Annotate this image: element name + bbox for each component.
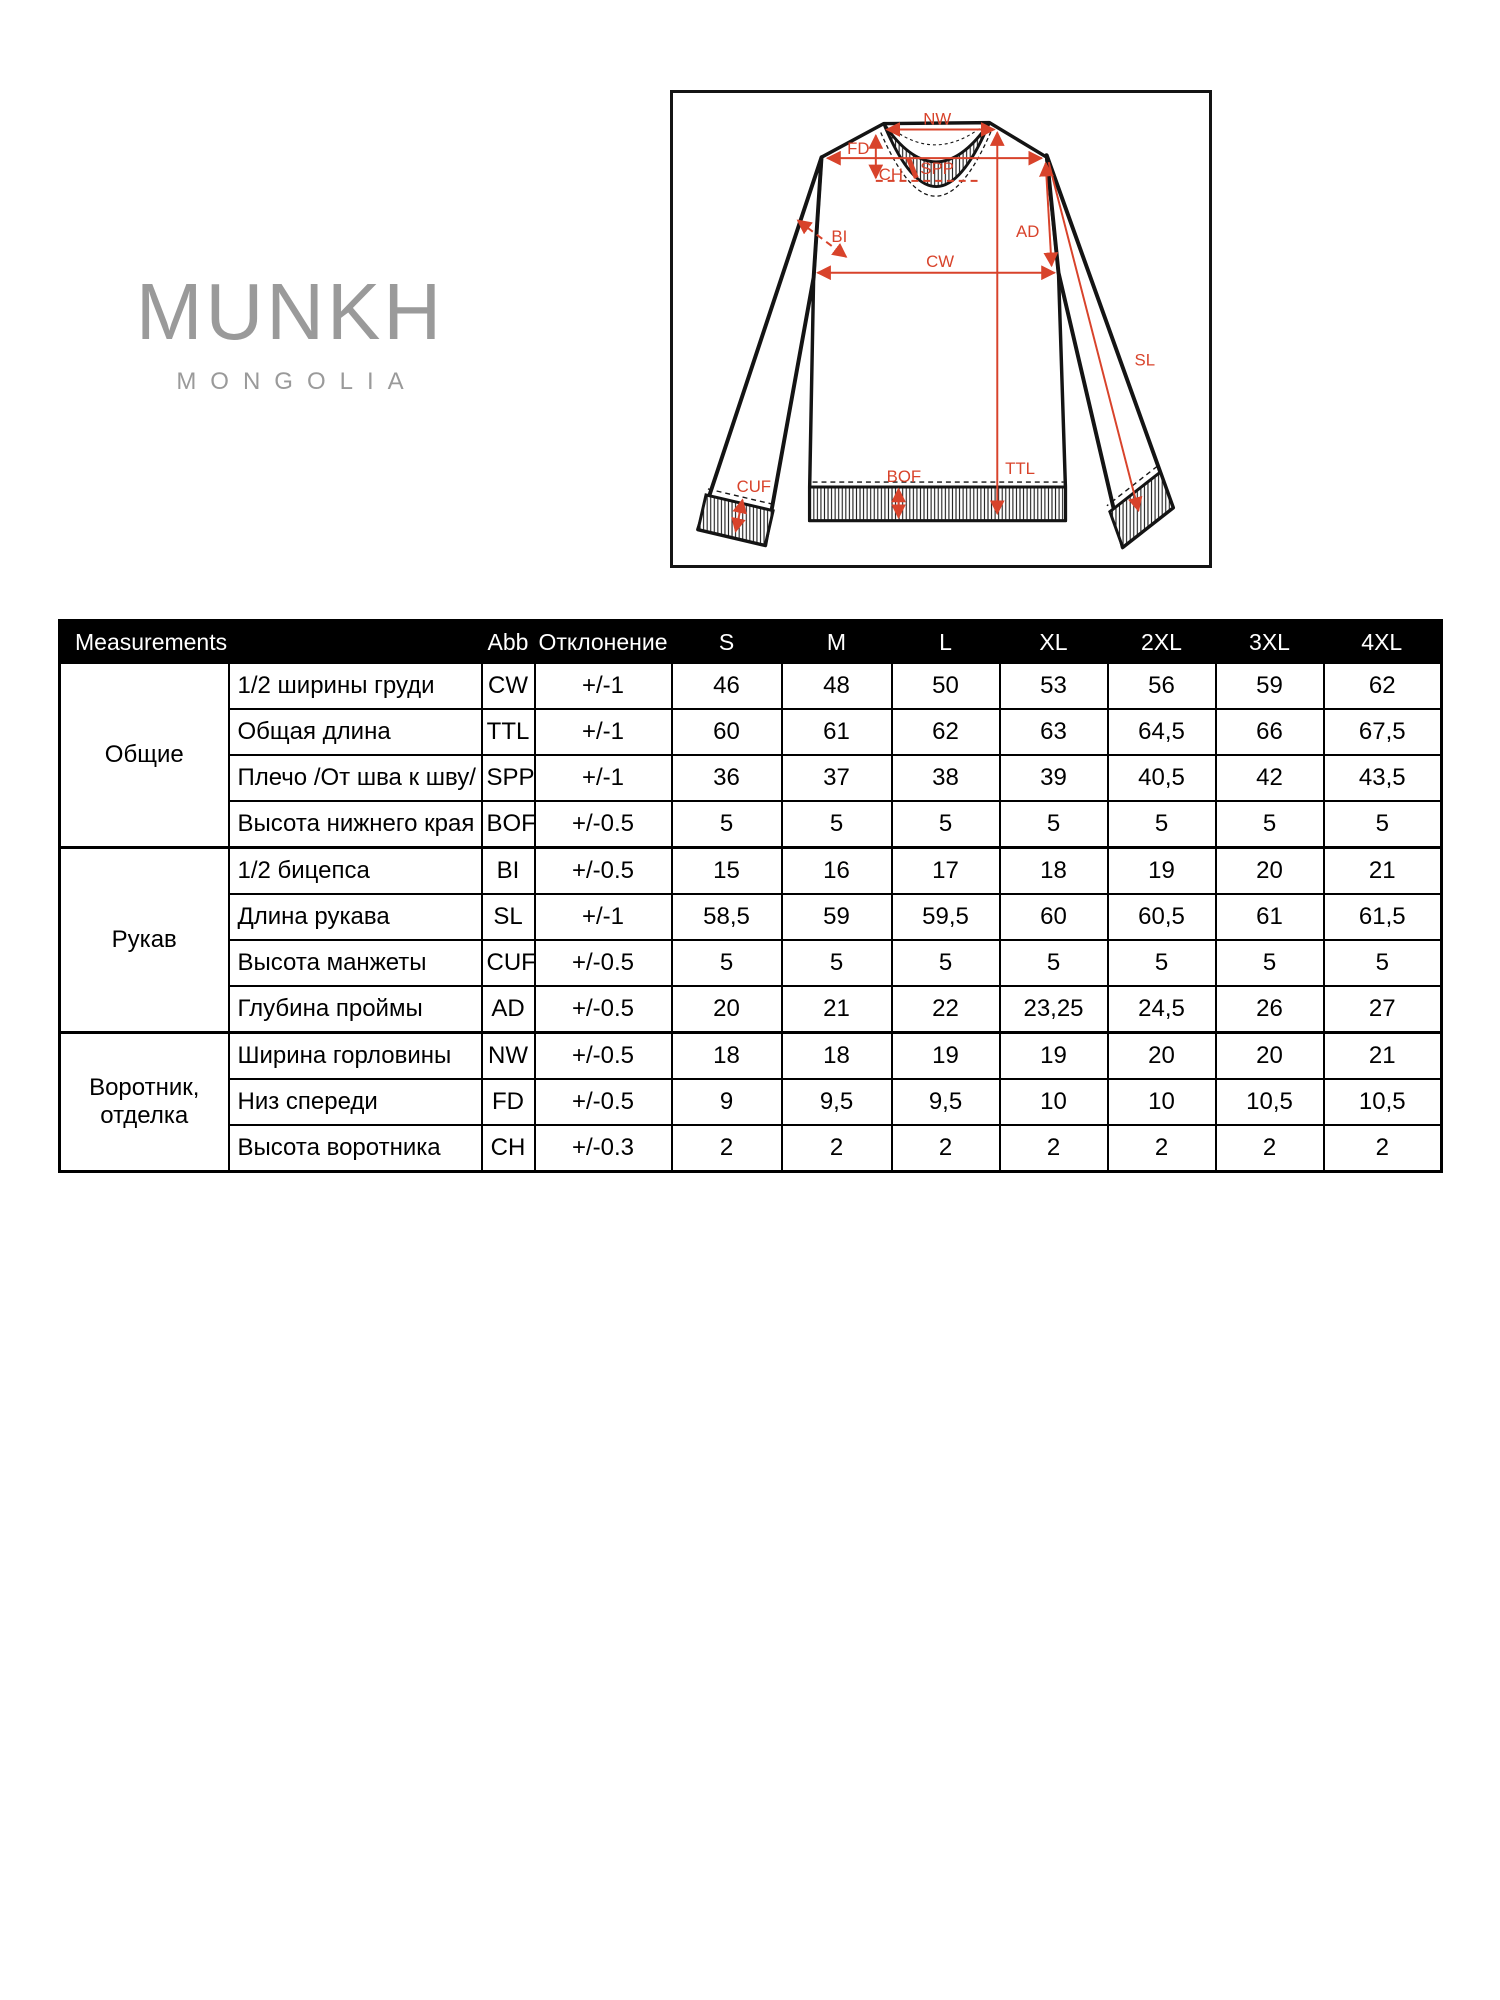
table-row	[60, 848, 1442, 895]
measure-tolerance: +/-1	[535, 755, 672, 801]
table-row	[60, 894, 1442, 940]
size-cell: 5	[1216, 801, 1324, 848]
size-cell: 20	[1216, 848, 1324, 895]
dim-label-ch: CH	[878, 164, 904, 184]
size-cell: 5	[892, 801, 1000, 848]
size-cell: 19	[892, 1033, 1000, 1080]
hem-band	[810, 487, 1066, 521]
size-cell: 18	[672, 1033, 782, 1080]
dim-label-sl: SL	[1134, 350, 1156, 370]
dim-label-bi: BI	[831, 227, 848, 247]
header-tolerance: Отклонение	[535, 621, 672, 664]
measure-tolerance: +/-0.5	[535, 986, 672, 1033]
size-cell: 20	[1216, 1033, 1324, 1080]
measure-abb: FD	[482, 1079, 535, 1125]
size-cell: 24,5	[1108, 986, 1216, 1033]
sweater-drawing	[673, 93, 1209, 565]
size-cell: 62	[1324, 663, 1442, 709]
size-cell: 50	[892, 663, 1000, 709]
size-cell: 5	[1216, 940, 1324, 986]
size-cell: 37	[782, 755, 892, 801]
size-cell: 23,25	[1000, 986, 1108, 1033]
size-cell: 60,5	[1108, 894, 1216, 940]
table-row	[60, 986, 1442, 1033]
measure-tolerance: +/-0.3	[535, 1125, 672, 1172]
measure-abb: BOF	[482, 801, 535, 848]
measure-name: Низ спереди	[229, 1079, 482, 1125]
brand-region: MONGOLIA	[176, 368, 418, 395]
size-cell: 18	[782, 1033, 892, 1080]
measure-abb: CW	[482, 663, 535, 709]
table-row	[60, 801, 1442, 848]
size-cell: 61,5	[1324, 894, 1442, 940]
measure-name: Глубина проймы	[229, 986, 482, 1033]
size-cell: 19	[1108, 848, 1216, 895]
header-size-4xl: 4XL	[1324, 621, 1442, 664]
dim-label-ttl: TTL	[1005, 459, 1035, 479]
size-cell: 39	[1000, 755, 1108, 801]
table-row	[60, 1033, 1442, 1080]
size-cell: 5	[782, 940, 892, 986]
measure-tolerance: +/-0.5	[535, 848, 672, 895]
dim-label-fd: FD	[847, 139, 870, 159]
size-cell: 2	[1324, 1125, 1442, 1172]
group-label-collar: Воротник, отделка	[60, 1033, 229, 1172]
measure-abb: CH	[482, 1125, 535, 1172]
group-label-general: Общие	[60, 663, 229, 848]
dim-label-ad: AD	[1016, 222, 1040, 242]
size-cell: 20	[672, 986, 782, 1033]
size-cell: 10,5	[1324, 1079, 1442, 1125]
size-cell: 36	[672, 755, 782, 801]
size-cell: 67,5	[1324, 709, 1442, 755]
size-cell: 5	[672, 801, 782, 848]
measure-abb: AD	[482, 986, 535, 1033]
size-cell: 10	[1000, 1079, 1108, 1125]
header-size-3xl: 3XL	[1216, 621, 1324, 664]
measure-tolerance: +/-0.5	[535, 801, 672, 848]
size-cell: 48	[782, 663, 892, 709]
size-cell: 20	[1108, 1033, 1216, 1080]
measure-tolerance: +/-0.5	[535, 940, 672, 986]
measure-abb: BI	[482, 848, 535, 895]
size-cell: 5	[1108, 801, 1216, 848]
header-size-xl: XL	[1000, 621, 1108, 664]
size-cell: 21	[1324, 848, 1442, 895]
size-cell: 60	[1000, 894, 1108, 940]
measure-name: Ширина горловины	[229, 1033, 482, 1080]
measure-name: Плечо /От шва к шву/	[229, 755, 482, 801]
size-cell: 38	[892, 755, 1000, 801]
measure-name: Длина рукава	[229, 894, 482, 940]
header-size-m: M	[782, 621, 892, 664]
dim-label-bof: BOF	[886, 467, 922, 487]
size-cell: 63	[1000, 709, 1108, 755]
measure-tolerance: +/-0.5	[535, 1033, 672, 1080]
table-row	[60, 940, 1442, 986]
size-cell: 60	[672, 709, 782, 755]
header-measurements: Measurements	[60, 621, 482, 664]
size-cell: 10,5	[1216, 1079, 1324, 1125]
size-cell: 5	[672, 940, 782, 986]
size-cell: 2	[1000, 1125, 1108, 1172]
size-cell: 5	[1000, 940, 1108, 986]
dim-label-nw: NW	[923, 109, 952, 129]
measure-name: Высота манжеты	[229, 940, 482, 986]
size-cell: 42	[1216, 755, 1324, 801]
size-cell: 2	[782, 1125, 892, 1172]
table-row	[60, 663, 1442, 709]
measure-abb: TTL	[482, 709, 535, 755]
header-size-2xl: 2XL	[1108, 621, 1216, 664]
header-size-s: S	[672, 621, 782, 664]
measure-name: 1/2 ширины груди	[229, 663, 482, 709]
size-cell: 15	[672, 848, 782, 895]
size-cell: 59,5	[892, 894, 1000, 940]
size-cell: 62	[892, 709, 1000, 755]
table-header-row	[60, 621, 1442, 664]
size-cell: 10	[1108, 1079, 1216, 1125]
size-cell: 40,5	[1108, 755, 1216, 801]
dim-label-cw: CW	[926, 251, 955, 271]
measure-abb: SL	[482, 894, 535, 940]
table-row	[60, 755, 1442, 801]
size-cell: 2	[672, 1125, 782, 1172]
size-cell: 19	[1000, 1033, 1108, 1080]
size-cell: 5	[1000, 801, 1108, 848]
size-cell: 21	[1324, 1033, 1442, 1080]
measure-tolerance: +/-1	[535, 894, 672, 940]
size-cell: 59	[1216, 663, 1324, 709]
measure-tolerance: +/-0.5	[535, 1079, 672, 1125]
size-cell: 2	[1108, 1125, 1216, 1172]
measure-abb: CUF	[482, 940, 535, 986]
size-cell: 17	[892, 848, 1000, 895]
size-cell: 5	[892, 940, 1000, 986]
header-size-l: L	[892, 621, 1000, 664]
size-cell: 61	[1216, 894, 1324, 940]
size-cell: 2	[1216, 1125, 1324, 1172]
table-row	[60, 1079, 1442, 1125]
measure-abb: NW	[482, 1033, 535, 1080]
size-cell: 18	[1000, 848, 1108, 895]
measure-name: Высота воротника	[229, 1125, 482, 1172]
header-abb: Abb	[482, 621, 535, 664]
measure-name: Общая длина	[229, 709, 482, 755]
size-cell: 5	[782, 801, 892, 848]
size-cell: 22	[892, 986, 1000, 1033]
size-cell: 56	[1108, 663, 1216, 709]
size-cell: 27	[1324, 986, 1442, 1033]
table-row	[60, 709, 1442, 755]
size-cell: 43,5	[1324, 755, 1442, 801]
size-cell: 53	[1000, 663, 1108, 709]
size-cell: 21	[782, 986, 892, 1033]
measure-name: 1/2 бицепса	[229, 848, 482, 895]
size-cell: 9,5	[892, 1079, 1000, 1125]
size-cell: 66	[1216, 709, 1324, 755]
size-cell: 2	[892, 1125, 1000, 1172]
measure-abb: SPP	[482, 755, 535, 801]
group-label-sleeve: Рукав	[60, 848, 229, 1033]
dim-label-cuf: CUF	[736, 476, 772, 496]
size-cell: 46	[672, 663, 782, 709]
sweater-measurement-diagram	[670, 90, 1212, 568]
size-cell: 26	[1216, 986, 1324, 1033]
measure-tolerance: +/-1	[535, 663, 672, 709]
size-cell: 9,5	[782, 1079, 892, 1125]
table-row	[60, 1125, 1442, 1172]
measure-name: Высота нижнего края	[229, 801, 482, 848]
measurement-table	[58, 619, 1443, 1173]
size-cell: 9	[672, 1079, 782, 1125]
brand-name: MUNKH	[135, 267, 445, 356]
size-cell: 58,5	[672, 894, 782, 940]
size-cell: 59	[782, 894, 892, 940]
size-cell: 5	[1108, 940, 1216, 986]
size-cell: 64,5	[1108, 709, 1216, 755]
size-cell: 16	[782, 848, 892, 895]
brand-logo	[100, 267, 480, 396]
size-cell: 5	[1324, 940, 1442, 986]
size-cell: 5	[1324, 801, 1442, 848]
dim-label-spp: SPP	[920, 158, 954, 178]
measure-tolerance: +/-1	[535, 709, 672, 755]
size-cell: 61	[782, 709, 892, 755]
